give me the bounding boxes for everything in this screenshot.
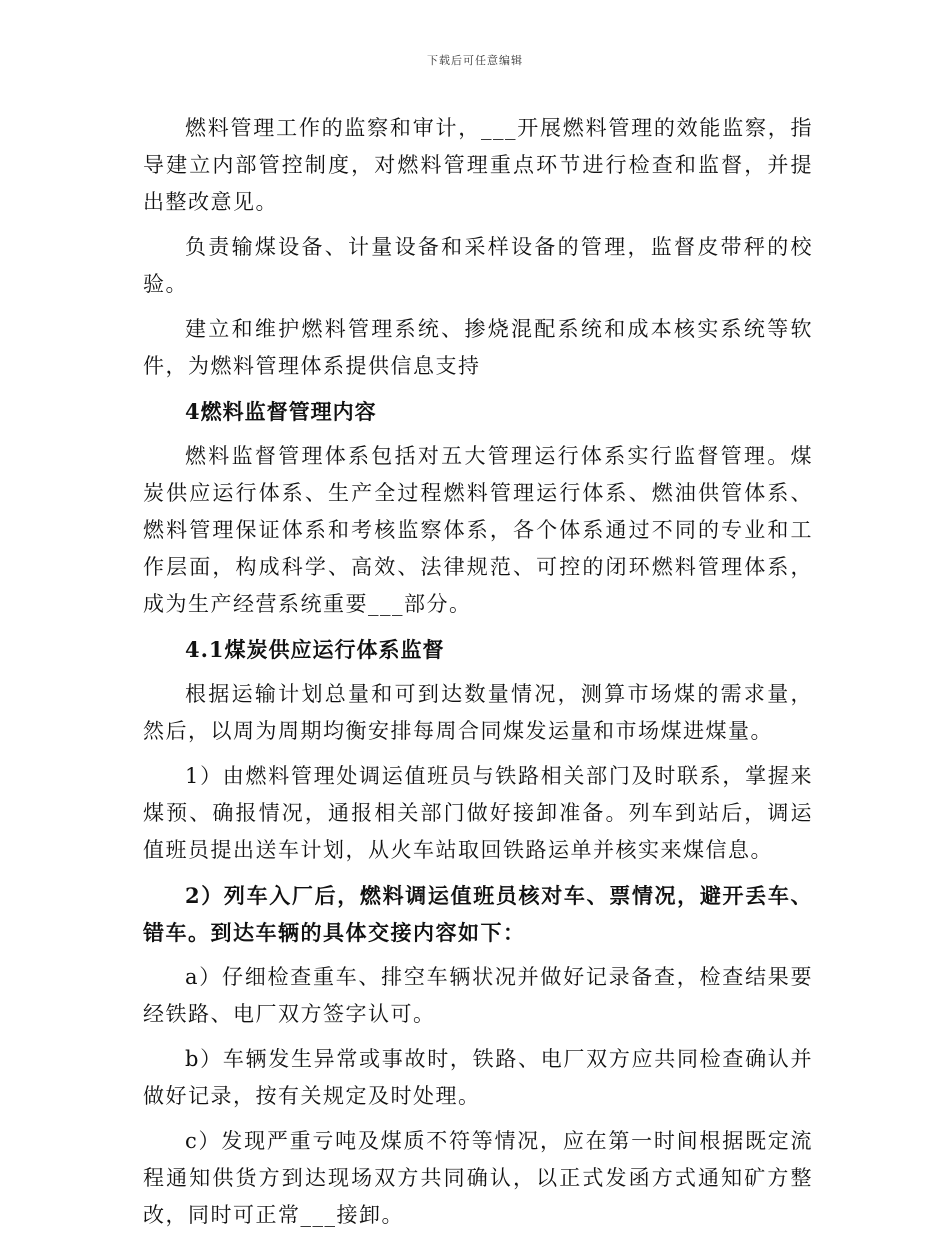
section-heading-4-1: 4.1煤炭供应运行体系监督 — [185, 637, 445, 662]
paragraph-item-1: 1）由燃料管理处调运值班员与铁路相关部门及时联系，掌握来煤预、确报情况，通报相关部门做好接卸准备。列车到站后，调运值班员提出送车计划，从火车站取回铁路运单并核实来煤信息。 — [143, 764, 813, 862]
paragraph-audit: 燃料管理工作的监察和审计，___开展燃料管理的效能监察，指导建立内部管控制度，对燃料管理重点环节进行检查和监督，并提出整改意见。 — [143, 116, 813, 214]
paragraph-equipment: 负责输煤设备、计量设备和采样设备的管理，监督皮带秤的校验。 — [143, 235, 813, 296]
paragraph-item-a: a）仔细检查重车、排空车辆状况并做好记录备查，检查结果要经铁路、电厂双方签字认可。 — [143, 965, 813, 1026]
header-note: 下载后可任意编辑 — [427, 54, 523, 67]
paragraph-item-b: b）车辆发生异常或事故时，铁路、电厂双方应共同检查确认并做好记录，按有关规定及时处理。 — [143, 1047, 813, 1108]
paragraph-item-2: 2）列车入厂后，燃料调运值班员核对车、票情况，避开丢车、错车。到达车辆的具体交接内容如下： — [143, 883, 813, 945]
document-body — [143, 110, 813, 1242]
paragraph-item-c: c）发现严重亏吨及煤质不符等情况，应在第一时间根据既定流程通知供货方到达现场双方共同确认，以正式发函方式通知矿方整改，同时可正常___接卸。 — [143, 1129, 813, 1227]
paragraph-transport-plan: 根据运输计划总量和可到达数量情况，测算市场煤的需求量，然后，以周为周期均衡安排每周合同煤发运量和市场煤进煤量。 — [143, 682, 813, 743]
section-heading-4: 4燃料监督管理内容 — [185, 399, 377, 424]
paragraph-supervision: 燃料监督管理体系包括对五大管理运行体系实行监督管理。煤炭供应运行体系、生产全过程燃料管理运行体系、燃油供管体系、燃料管理保证体系和考核监察体系，各个体系通过不同的专业和工作层面，构成科学、高效、法律规范、可控的闭环燃料管理体系，成为生产经营系统重要___部分。 — [143, 444, 813, 616]
paragraph-systems: 建立和维护燃料管理系统、掺烧混配系统和成本核实系统等软件，为燃料管理体系提供信息支持 — [143, 317, 813, 378]
